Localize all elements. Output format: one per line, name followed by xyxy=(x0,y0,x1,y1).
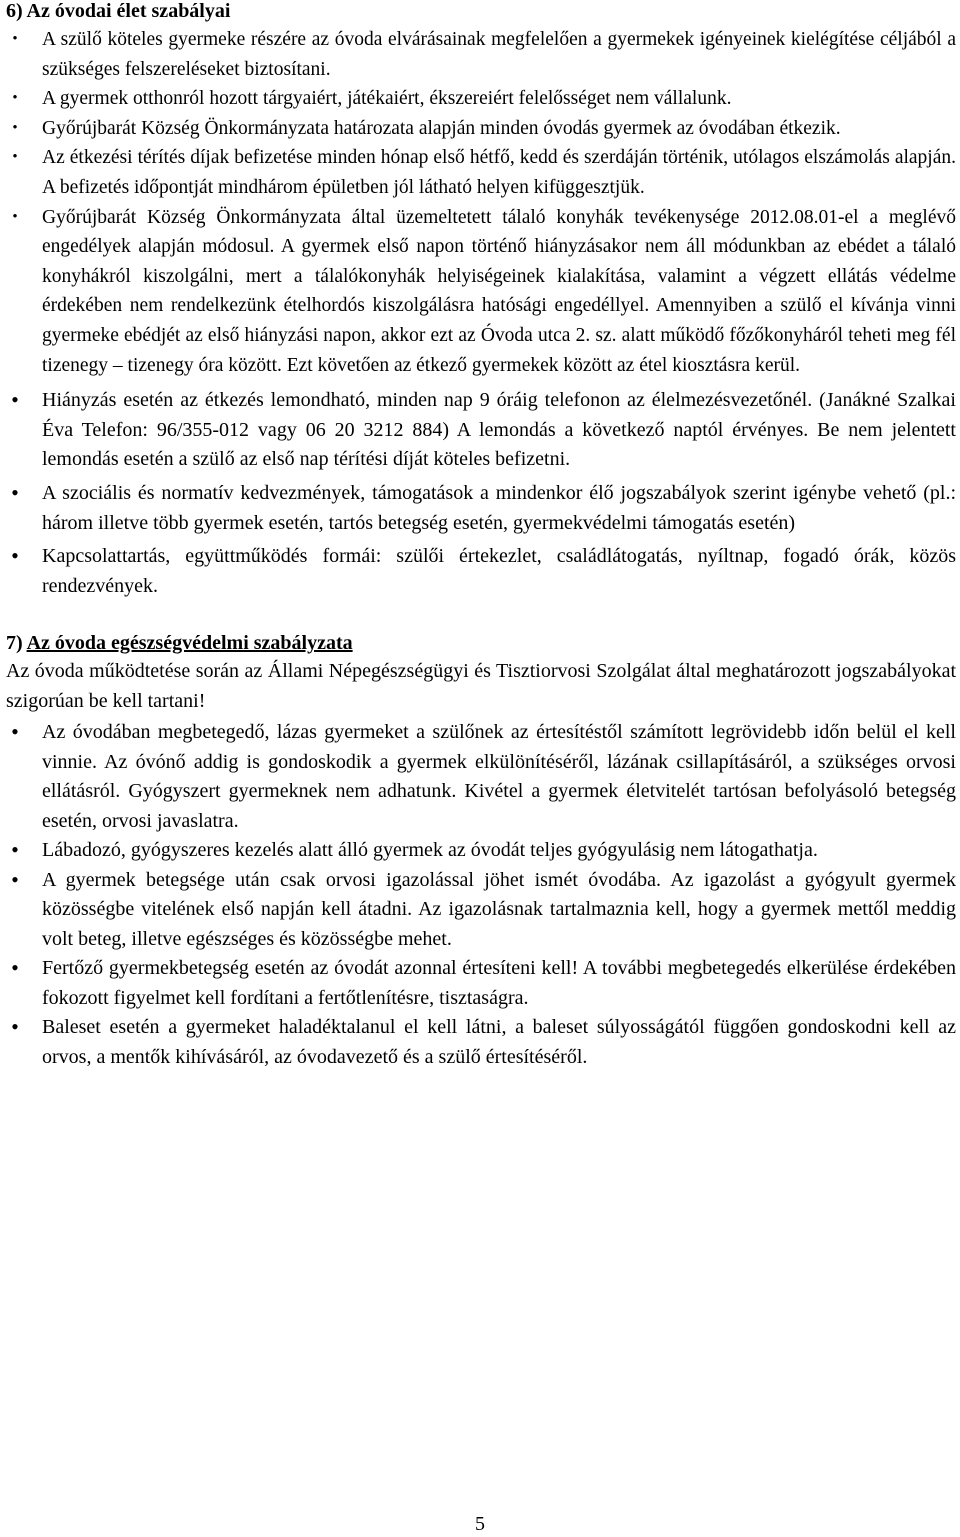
list-item xyxy=(6,866,956,955)
bullet-icon: • xyxy=(11,387,19,413)
list-item-text: Az étkezési térítés díjak befizetése minden hónap első hétfő, kedd és szerdáján történik, utólagos elszámolás alapján. A befizetés időpontját mindhárom épületben jól látható helyen kifüggesztjük. xyxy=(42,147,956,198)
bullet-icon: • xyxy=(11,1014,19,1040)
list-item-text: Kapcsolattartás, együttműködés formái: szülői értekezlet, családlátogatás, nyíltnap, fogadó órák, közös rendezvények. xyxy=(42,545,956,597)
list-item-text: Fertőző gyermekbetegség esetén az óvodát azonnal értesíteni kell! A további megbetegedés elkerülése érdekében fokozott figyelmet kell fordítani a fertőtlenítésre, tisztaságra. xyxy=(42,957,956,1009)
list-item-text: Hiányzás esetén az étkezés lemondható, minden nap 9 óráig telefonon az élelmezésvezetőnél. (Janákné Szalkai Éva Telefon: 96/355-012 vagy 06 20 3212 884) A lemondás a következő naptól érvényes. Be nem jelentett lemondás esetén a szülő az első nap térítési díját köteles befizetni. xyxy=(42,389,956,471)
list-item-text: A szülő köteles gyermeke részére az óvoda elvárásainak megfelelően a gyermekek igényeinek kielégítése céljából a szükséges felszereléseket biztosítani. xyxy=(42,29,956,80)
bullet-icon: • xyxy=(12,149,18,166)
list-item-text: Baleset esetén a gyermeket haladéktalanul el kell látni, a baleset súlyosságától függően gondoskodni kell az orvos, a mentők kihívásáról, az óvodavezető és a szülő értesítéséről. xyxy=(42,1016,956,1068)
list-item-text: A szociális és normatív kedvezmények, támogatások a mindenkor élő jogszabályok szerint igénybe vehető (pl.: három illetve több gyermek esetén, tartós betegség esetén, gyermekvédelmi támogatás esetén) xyxy=(42,481,956,534)
section-6-heading: 6) Az óvodai élet szabályai xyxy=(6,0,231,22)
section-6-list xyxy=(6,25,956,601)
list-item-text: Győrújbarát Község Önkormányzata által üzemeltetett tálaló konyhák tevékenysége 2012.08.01-el a meglévő engedélyek alapján módosul. A gyermek első napon történő hiányzásakor nem áll módunkban az ebédet a tálaló konyhákról kiszolgálni, mert a tálalókonyhák helyiségeinek kialakítása, valamint a végzett ellátás védelme érdekében nem rendelkezünk ételhordós kiszolgálásra hatósági engedéllyel. Amennyiben a szülő el kívánja vinni gyermeke ebédjét az első hiányzási napon, akkor ezt az Óvoda utca 2. sz. alatt működő főzőkonyháról teheti meg fél tizenegy – tizenegy óra között. Ezt követően az étkező gyermekek között az étel kiosztásra kerül. xyxy=(42,206,956,376)
list-item xyxy=(6,25,956,84)
list-item-text: A gyermek otthonról hozott tárgyaiért, játékaiért, ékszereiért felelősséget nem vállalunk. xyxy=(42,88,732,110)
bullet-icon: • xyxy=(12,119,18,136)
section-7-heading xyxy=(6,629,956,657)
bullet-icon: • xyxy=(11,955,19,981)
list-item xyxy=(6,836,956,866)
list-item-text: Lábadozó, gyógyszeres kezelés alatt álló gyermek az óvodát teljes gyógyulásig nem látogathatja. xyxy=(42,839,818,862)
section-7-list xyxy=(6,718,956,1072)
bullet-icon: • xyxy=(12,31,18,47)
list-item xyxy=(6,1013,956,1072)
bullet-icon: • xyxy=(12,90,18,107)
bullet-icon: • xyxy=(11,837,19,863)
list-item xyxy=(6,143,956,202)
section-7-number: 7) xyxy=(6,632,23,655)
page-number: 5 xyxy=(475,1513,485,1535)
bullet-icon: • xyxy=(12,208,18,225)
section-7-intro: Az óvoda működtetése során az Állami Népegészségügyi és Tisztiorvosi Szolgálat által meghatározott jogszabályokat szigorúan be kell tartani! xyxy=(6,660,956,712)
bullet-icon: • xyxy=(11,866,19,892)
list-item-text: Győrújbarát Község Önkormányzata határozata alapján minden óvodás gyermek az óvodában étkezik. xyxy=(42,117,841,139)
list-item xyxy=(6,114,956,144)
list-item xyxy=(6,84,956,114)
section-7-title: Az óvoda egészségvédelmi szabályzata xyxy=(26,632,353,655)
list-item xyxy=(6,479,956,538)
list-item xyxy=(6,203,956,381)
list-item-text: A gyermek betegsége után csak orvosi igazolással jöhet ismét óvodába. Az igazolást a gyógyult gyermek közösségbe vitelének első napján kell átadni. Az igazolásnak tartalmaznia kell, hogy a gyermek mettől meddig volt beteg, illetve egészséges és közösségbe mehet. xyxy=(42,868,956,950)
list-item xyxy=(6,542,956,601)
bullet-icon: • xyxy=(11,543,19,569)
bullet-icon: • xyxy=(11,719,19,745)
list-item-text: Az óvodában megbetegedő, lázas gyermeket a szülőnek az értesítéstől számított legrövidebb időn belül el kell vinnie. Az óvónő addig is gondoskodik a gyermek elkülönítéséről, lázának csillapításáról, a szükséges orvosi ellátásról. Gyógyszert gyermeknek nem adhatunk. Kivétel a gyermek életvitelét tartósan befolyásoló betegség esetén, orvosi javaslatra. xyxy=(42,721,956,832)
list-item xyxy=(6,386,956,475)
list-item xyxy=(6,718,956,836)
bullet-icon: • xyxy=(11,479,19,505)
list-item xyxy=(6,954,956,1013)
